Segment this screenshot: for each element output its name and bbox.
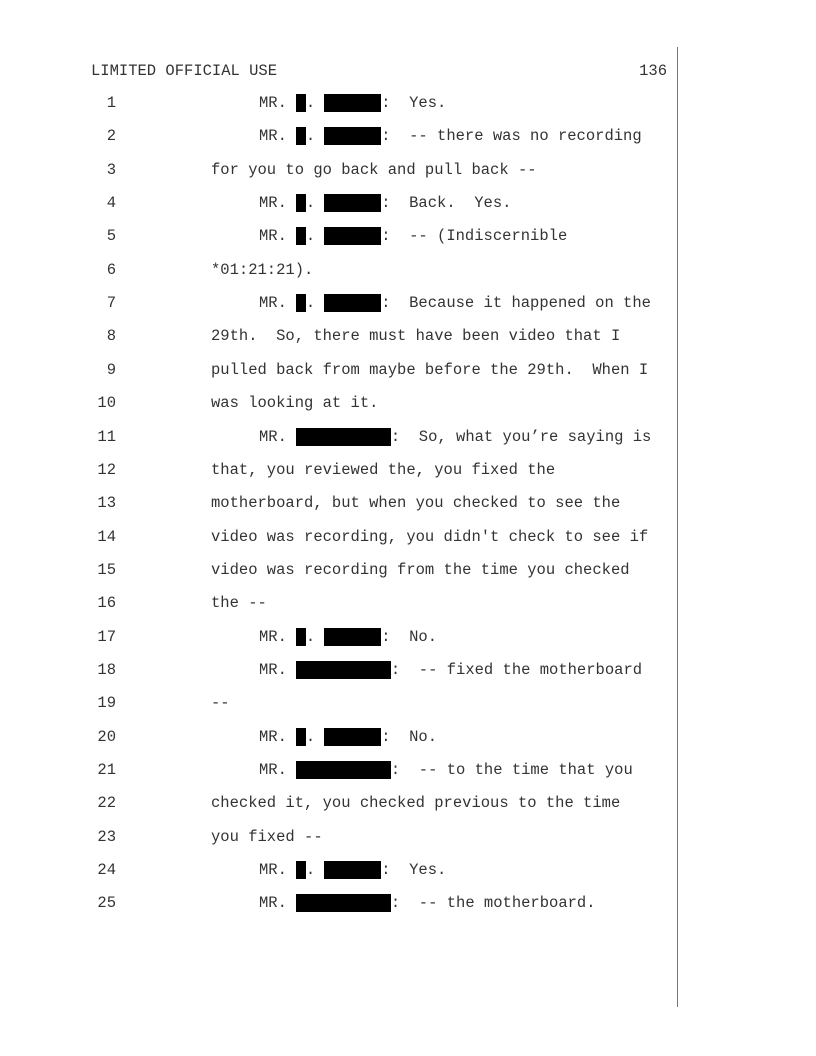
redaction-full-name xyxy=(296,428,391,446)
continuation-text: for you to go back and pull back -- xyxy=(211,160,537,179)
transcript-line xyxy=(0,494,680,514)
transcript-line xyxy=(0,728,680,748)
speaker-label: MR. xyxy=(259,94,287,112)
speech-text: : Yes. xyxy=(381,94,447,112)
speaker-line xyxy=(259,628,437,646)
redaction-initial xyxy=(296,294,306,312)
speaker-label: MR. xyxy=(259,660,287,679)
line-number: 2 xyxy=(106,127,116,146)
speaker-label: MR. xyxy=(259,761,287,779)
speech-text: : -- the motherboard. xyxy=(390,894,596,913)
speech-text: : Back. Yes. xyxy=(381,194,512,213)
redaction-full-name xyxy=(296,894,391,912)
redaction-initial xyxy=(296,728,306,746)
redaction-surname xyxy=(324,294,381,312)
transcript-line xyxy=(0,94,680,114)
line-number: 25 xyxy=(97,894,116,913)
line-number: 6 xyxy=(106,260,116,279)
page-number: 136 xyxy=(639,62,667,80)
speaker-label: MR. xyxy=(259,294,287,313)
transcript-line xyxy=(0,894,680,914)
line-number: 15 xyxy=(97,560,116,579)
initial-period: . xyxy=(305,627,316,646)
initial-period: . xyxy=(305,727,316,746)
transcript-line xyxy=(0,327,680,347)
transcript-line xyxy=(0,861,680,881)
speaker-label: MR. xyxy=(259,627,287,646)
transcript-line xyxy=(0,794,680,814)
continuation-text: that, you reviewed the, you fixed the xyxy=(211,460,556,479)
speaker-label: MR. xyxy=(259,127,287,146)
line-number: 7 xyxy=(106,294,116,313)
initial-period: . xyxy=(305,294,316,313)
speaker-line xyxy=(259,894,596,912)
redaction-surname xyxy=(324,194,381,212)
continuation-text: motherboard, but when you checked to see the xyxy=(211,494,621,513)
transcript-line xyxy=(0,528,680,548)
transcript-line xyxy=(0,761,680,781)
classification-header: LIMITED OFFICIAL USE xyxy=(91,62,278,80)
line-number: 12 xyxy=(97,460,116,479)
line-number: 10 xyxy=(97,394,116,413)
continuation-text: pulled back from maybe before the 29th. When I xyxy=(211,360,649,379)
line-number: 18 xyxy=(97,660,116,679)
transcript-line xyxy=(0,294,680,314)
speaker-line xyxy=(259,428,651,446)
continuation-text: you fixed -- xyxy=(211,827,323,846)
transcript-line xyxy=(0,428,680,448)
initial-period: . xyxy=(305,194,316,213)
speaker-label: MR. xyxy=(259,427,287,446)
line-number: 24 xyxy=(97,861,116,880)
line-number: 5 xyxy=(106,227,116,246)
redaction-initial xyxy=(296,861,306,879)
redaction-surname xyxy=(324,728,381,746)
continuation-text: video was recording from the time you checked xyxy=(211,560,630,579)
speaker-line xyxy=(259,194,511,212)
redaction-initial xyxy=(296,94,306,112)
continuation-text: was looking at it. xyxy=(211,394,379,413)
continuation-text: -- xyxy=(211,694,230,713)
transcript-line xyxy=(0,828,680,848)
speaker-label: MR. xyxy=(259,194,287,213)
speaker-line xyxy=(259,861,446,879)
speaker-line xyxy=(259,227,567,245)
speaker-label: MR. xyxy=(259,727,287,746)
speaker-label: MR. xyxy=(259,861,287,880)
transcript-line xyxy=(0,227,680,247)
line-number: 23 xyxy=(97,827,116,846)
line-number: 13 xyxy=(97,494,116,513)
line-number: 1 xyxy=(106,94,116,112)
transcript-line xyxy=(0,594,680,614)
speech-text: : -- fixed the motherboard xyxy=(390,660,643,679)
transcript-line xyxy=(0,661,680,681)
speaker-line xyxy=(259,294,651,312)
line-number: 16 xyxy=(97,594,116,613)
speech-text: : No. xyxy=(381,727,438,746)
redaction-surname xyxy=(324,861,381,879)
transcript-line xyxy=(0,127,680,147)
line-number: 22 xyxy=(97,794,116,813)
line-number: 17 xyxy=(97,627,116,646)
speech-text: : -- to the time that you xyxy=(390,761,633,779)
speech-text: : No. xyxy=(381,627,438,646)
continuation-text: *01:21:21). xyxy=(211,260,314,279)
speaker-line xyxy=(259,127,642,145)
initial-period: . xyxy=(305,127,316,146)
speaker-line xyxy=(259,761,633,779)
speech-text: : -- there was no recording xyxy=(381,127,642,146)
transcript-line xyxy=(0,194,680,214)
transcript-line xyxy=(0,628,680,648)
continuation-text: the -- xyxy=(211,594,267,613)
line-number: 21 xyxy=(97,761,116,779)
redaction-full-name xyxy=(296,761,391,779)
transcript-line xyxy=(0,561,680,581)
line-number: 3 xyxy=(106,160,116,179)
speech-text: : Because it happened on the xyxy=(381,294,651,313)
line-number: 19 xyxy=(97,694,116,713)
initial-period: . xyxy=(305,227,316,246)
speaker-line xyxy=(259,94,446,112)
line-number: 8 xyxy=(106,327,116,346)
speaker-line xyxy=(259,661,642,679)
continuation-text: checked it, you checked previous to the time xyxy=(211,794,621,813)
speech-text: : Yes. xyxy=(381,861,447,880)
transcript-line xyxy=(0,361,680,381)
speaker-label: MR. xyxy=(259,227,287,246)
transcript-line xyxy=(0,261,680,281)
line-number: 20 xyxy=(97,727,116,746)
speaker-line xyxy=(259,728,437,746)
line-number: 11 xyxy=(97,427,116,446)
line-number: 9 xyxy=(106,360,116,379)
redaction-initial xyxy=(296,227,306,245)
speech-text: : -- (Indiscernible xyxy=(381,227,568,246)
line-number: 14 xyxy=(97,527,116,546)
redaction-initial xyxy=(296,194,306,212)
speech-text: : So, what you’re saying is xyxy=(390,427,652,446)
initial-period: . xyxy=(305,94,316,112)
continuation-text: video was recording, you didn't check to see if xyxy=(211,527,649,546)
redaction-initial xyxy=(296,127,306,145)
redaction-surname xyxy=(324,127,381,145)
transcript-line xyxy=(0,694,680,714)
speaker-label: MR. xyxy=(259,894,287,913)
redaction-initial xyxy=(296,628,306,646)
line-number: 4 xyxy=(106,194,116,213)
initial-period: . xyxy=(305,861,316,880)
transcript-line xyxy=(0,461,680,481)
transcript-line xyxy=(0,394,680,414)
redaction-surname xyxy=(324,94,381,112)
transcript-line xyxy=(0,161,680,181)
redaction-full-name xyxy=(296,661,391,679)
redaction-surname xyxy=(324,227,381,245)
redaction-surname xyxy=(324,628,381,646)
continuation-text: 29th. So, there must have been video that I xyxy=(211,327,621,346)
